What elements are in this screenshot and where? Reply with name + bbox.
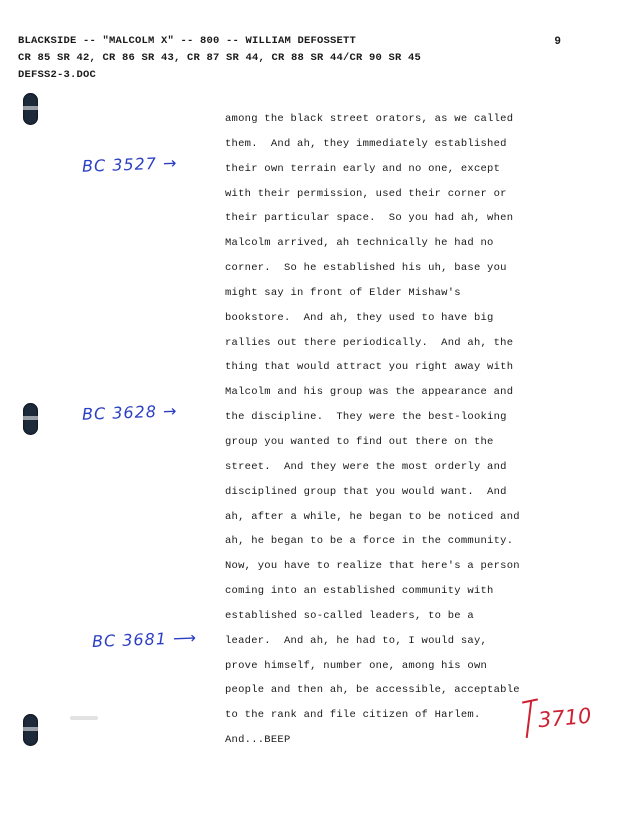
transcript-line: among the black street orators, as we called	[225, 113, 514, 125]
arrow-icon: →	[162, 401, 177, 421]
transcript-line: their own terrain early and no one, except	[225, 162, 501, 175]
annotation-text: BC 3628	[81, 401, 158, 424]
transcript-line: corner. So he established his uh, base you	[225, 262, 507, 275]
transcript-line: people and then ah, be accessible, acceptable	[225, 684, 520, 697]
transcript-line: disciplined group that you would want. And	[225, 485, 507, 498]
transcript-line: Now, you have to realize that here's a person	[225, 560, 520, 573]
transcript-line: thing that would attract you right away with	[225, 361, 514, 374]
header-line-filename: DEFSS2-3.DOC	[18, 69, 97, 81]
page-smudge	[70, 716, 98, 720]
annotation-text: BC 3527	[81, 153, 158, 176]
transcript-line: Malcolm and his group was the appearance and	[225, 386, 514, 399]
binder-hole-icon	[23, 93, 38, 125]
handwritten-annotation-3	[92, 628, 197, 651]
transcript-line: rallies out there periodically. And ah, the	[225, 336, 514, 349]
page-number: 9	[554, 36, 561, 48]
annotation-text: BC 3681	[91, 629, 168, 651]
transcript-body	[225, 107, 575, 753]
transcript-line: street. And they were the most orderly and	[225, 460, 507, 473]
transcript-line: to the rank and file citizen of Harlem.	[225, 709, 481, 722]
arrow-icon: →	[162, 153, 177, 173]
transcript-line: prove himself, number one, among his own	[225, 659, 488, 672]
header-line-reels: CR 85 SR 42, CR 86 SR 43, CR 87 SR 44, CR 88 SR 44/CR 90 SR 45	[18, 52, 422, 64]
transcript-line: And...BEEP	[225, 734, 291, 747]
handwritten-annotation-2	[82, 401, 177, 424]
transcript-line: bookstore. And ah, they used to have big	[225, 311, 494, 324]
red-handwritten-number: 3710	[537, 703, 593, 733]
document-header	[18, 33, 618, 84]
binder-hole-icon	[23, 403, 38, 435]
binder-hole-icon	[23, 714, 38, 746]
transcript-line: group you wanted to find out there on the	[225, 435, 494, 448]
transcript-line: the discipline. They were the best-looking	[225, 411, 507, 424]
handwritten-annotation-1	[82, 153, 177, 176]
transcript-line: with their permission, used their corner or	[225, 187, 507, 200]
transcript-line: Malcolm arrived, ah technically he had no	[225, 237, 494, 250]
header-line-title: BLACKSIDE -- "MALCOLM X" -- 800 -- WILLIAM DEFOSSETT	[18, 35, 357, 47]
transcript-line: ah, after a while, he began to be noticed and	[225, 510, 520, 523]
transcript-line: ah, he began to be a force in the community.	[225, 535, 514, 548]
transcript-line: leader. And ah, he had to, I would say,	[225, 634, 488, 647]
transcript-line: established so-called leaders, to be a	[225, 609, 474, 622]
transcript-line: their particular space. So you had ah, when	[225, 212, 514, 225]
transcript-line: might say in front of Elder Mishaw's	[225, 286, 461, 299]
transcript-line: coming into an established community with	[225, 585, 494, 598]
transcript-line: them. And ah, they immediately established	[225, 137, 507, 150]
arrow-icon: ⟶	[172, 628, 197, 648]
